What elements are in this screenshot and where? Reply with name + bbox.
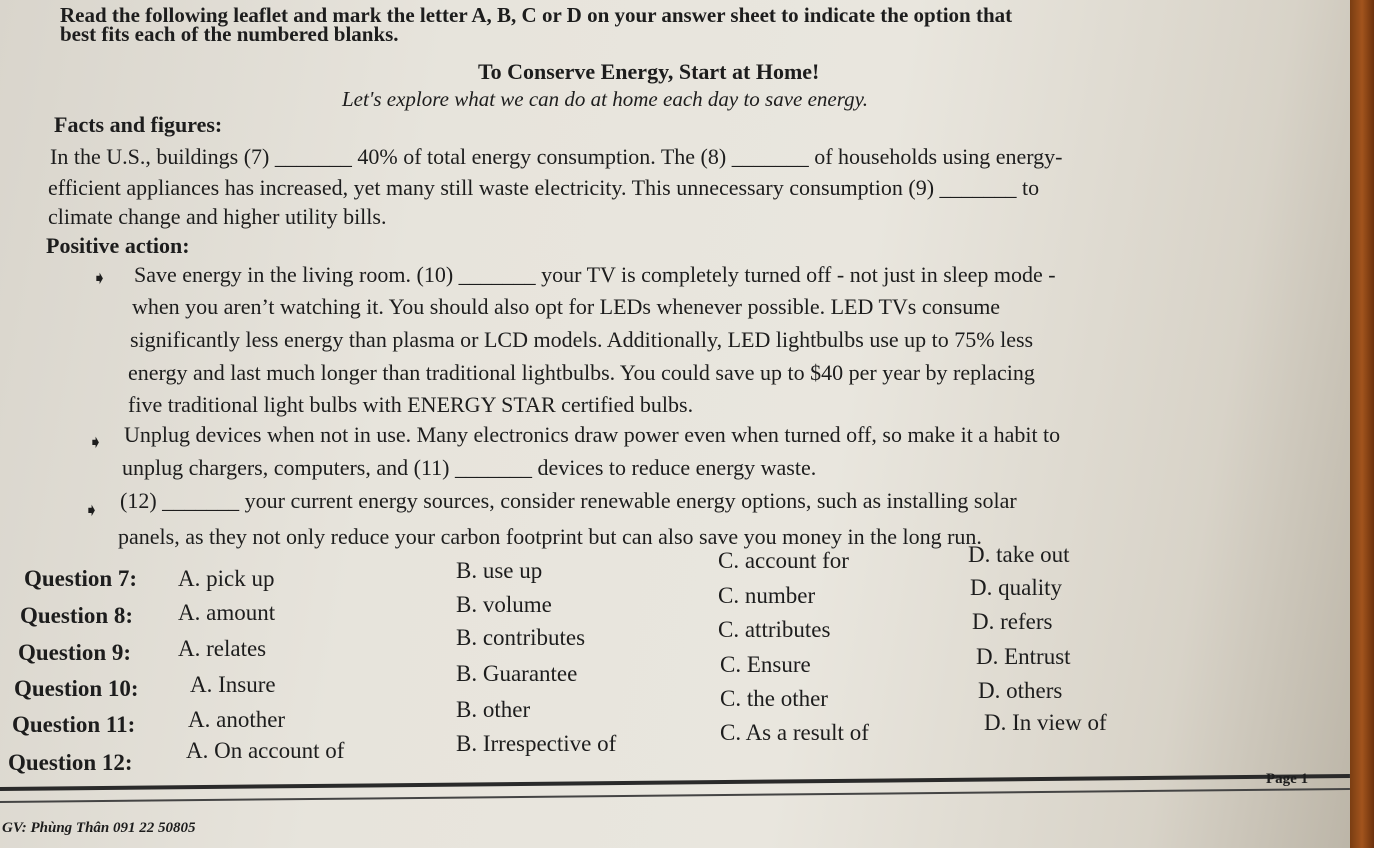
question-10-option-b[interactable]: B. Guarantee <box>456 661 578 686</box>
footer-rule-thick <box>0 774 1350 791</box>
question-7-option-a[interactable]: A. pick up <box>178 566 275 591</box>
bullet1-line-2: when you aren’t watching it. You should also opt for LEDs whenever possible. LED TVs consume <box>132 294 1001 319</box>
question-8-option-d[interactable]: D. quality <box>970 575 1062 600</box>
bullet-arrow-icon: ➧ <box>88 432 104 453</box>
question-10-option-d[interactable]: D. Entrust <box>976 644 1071 669</box>
facts-line-1: In the U.S., buildings (7) _______ 40% of total energy consumption. The (8) _______ of households using energy- <box>50 144 1063 169</box>
question-12-label: Question 12: <box>8 750 133 775</box>
bullet2-line-2: unplug chargers, computers, and (11) _______ devices to reduce energy waste. <box>122 455 817 480</box>
intro-line-2: best fits each of the numbered blanks. <box>60 22 399 46</box>
question-8-label: Question 8: <box>20 603 134 628</box>
facts-heading: Facts and figures: <box>54 112 223 137</box>
question-11-option-a[interactable]: A. another <box>188 707 286 732</box>
leaflet-subtitle: Let's explore what we can do at home each day to save energy. <box>342 87 869 111</box>
question-7-label: Question 7: <box>24 566 138 591</box>
question-9-label: Question 9: <box>18 640 132 665</box>
bullet1-line-3: significantly less energy than plasma or LCD models. Additionally, LED lightbulbs use up to 75% less <box>130 327 1034 352</box>
question-11-label: Question 11: <box>12 712 136 737</box>
question-10-option-c[interactable]: C. Ensure <box>720 652 811 677</box>
question-10-option-a[interactable]: A. Insure <box>190 672 276 697</box>
leaflet-title: To Conserve Energy, Start at Home! <box>478 59 820 84</box>
question-9-option-c[interactable]: C. attributes <box>718 617 831 642</box>
question-11-option-c[interactable]: C. the other <box>720 686 828 711</box>
footer-rule-thin <box>0 788 1350 803</box>
teacher-credit: GV: Phùng Thân 091 22 50805 <box>2 820 196 836</box>
bullet1-line-5: five traditional light bulbs with ENERGY STAR certified bulbs. <box>128 392 694 417</box>
bullet3-line-1: (12) _______ your current energy sources, consider renewable energy options, such as installing solar <box>120 488 1017 513</box>
bullet-arrow-icon: ➧ <box>84 500 100 521</box>
question-8-option-b[interactable]: B. volume <box>456 592 552 617</box>
bullet1-line-1: Save energy in the living room. (10) _______ your TV is completely turned off - not just in sleep mode - <box>134 262 1056 287</box>
question-7-option-d[interactable]: D. take out <box>968 542 1070 567</box>
bullet2-line-1: Unplug devices when not in use. Many electronics draw power even when turned off, so make it a habit to <box>124 422 1061 447</box>
wooden-table-edge <box>1350 0 1374 848</box>
question-10-label: Question 10: <box>14 676 139 701</box>
bullet-arrow-icon: ➧ <box>92 268 108 289</box>
question-9-option-d[interactable]: D. refers <box>972 609 1053 634</box>
bullet1-line-4: energy and last much longer than traditional lightbulbs. You could save up to $40 per year by replacing <box>128 360 1035 385</box>
question-9-option-a[interactable]: A. relates <box>178 636 267 661</box>
question-8-option-a[interactable]: A. amount <box>178 600 276 625</box>
question-9-option-b[interactable]: B. contributes <box>456 625 586 650</box>
facts-line-3: climate change and higher utility bills. <box>48 204 387 229</box>
question-8-option-c[interactable]: C. number <box>718 583 816 608</box>
action-heading: Positive action: <box>46 233 190 258</box>
bullet3-line-2: panels, as they not only reduce your carbon footprint but can also save you money in the long run. <box>118 524 982 549</box>
page-number: Page 1 <box>1266 771 1309 787</box>
question-11-option-b[interactable]: B. other <box>456 697 531 722</box>
facts-line-2: efficient appliances has increased, yet many still waste electricity. This unnecessary consumption (9) _______ to <box>48 175 1040 200</box>
question-12-option-d[interactable]: D. In view of <box>984 710 1107 735</box>
question-7-option-b[interactable]: B. use up <box>456 558 543 583</box>
intro-line-1: Read the following leaflet and mark the letter A, B, C or D on your answer sheet to indicate the option that <box>60 3 1013 27</box>
question-7-option-c[interactable]: C. account for <box>718 548 849 573</box>
question-12-option-b[interactable]: B. Irrespective of <box>456 731 617 756</box>
question-12-option-a[interactable]: A. On account of <box>186 738 345 763</box>
question-11-option-d[interactable]: D. others <box>978 678 1063 703</box>
question-12-option-c[interactable]: C. As a result of <box>720 720 869 745</box>
